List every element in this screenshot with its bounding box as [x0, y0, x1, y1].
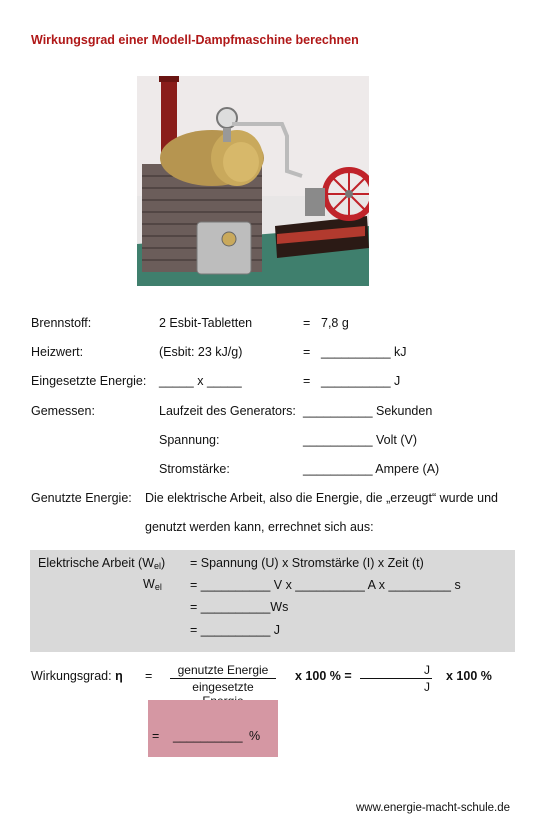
spannung-label: Spannung: — [159, 433, 220, 447]
energie-label: Eingesetzte Energie: — [31, 374, 147, 388]
joule-numerator: J — [424, 663, 430, 677]
heizwert-equals: = — [303, 345, 311, 359]
brennstoff-result: 7,8 g — [321, 316, 349, 330]
genutzte-label: Genutzte Energie: — [31, 491, 132, 505]
steam-engine-photo — [137, 76, 369, 286]
wirkungsgrad-label: Wirkungsgrad: η — [31, 669, 123, 683]
energie-equals: = — [303, 374, 311, 388]
electric-work-line1: = __________ V x __________ A x _________ s — [190, 578, 461, 592]
gemessen-label: Gemessen: — [31, 404, 95, 418]
page-title: Wirkungsgrad einer Modell-Dampfmaschine berechnen — [31, 33, 359, 47]
stromstaerke-label: Stromstärke: — [159, 462, 230, 476]
wirkungsgrad-equals: = — [145, 669, 153, 683]
laufzeit-label: Laufzeit des Generators: — [159, 404, 296, 418]
genutzte-line2: genutzt werden kann, errechnet sich aus: — [145, 520, 374, 534]
energie-value: _____ x _____ — [159, 374, 242, 388]
spannung-value: __________ Volt (V) — [303, 433, 417, 447]
laufzeit-value: __________ Sekunden — [303, 404, 433, 418]
footer-url[interactable]: www.energie-macht-schule.de — [356, 802, 511, 814]
fraction-numerator: genutzte Energie — [177, 663, 269, 677]
energie-result: __________ J — [321, 374, 401, 388]
times-100-label: x 100 % = — [295, 669, 352, 683]
brennstoff-value: 2 Esbit-Tabletten — [159, 316, 253, 330]
joule-fraction — [360, 663, 432, 694]
w-el-symbol: $W_{el}$ — [143, 577, 162, 592]
result-blank: __________ — [173, 729, 243, 743]
heizwert-result: __________ kJ — [321, 345, 407, 359]
joule-denominator: J — [424, 680, 430, 694]
genutzte-line1: Die elektrische Arbeit, also die Energie, die „erzeugt“ wurde und — [145, 491, 498, 505]
electric-work-line2: = __________Ws — [190, 600, 289, 614]
electric-work-formula: = Spannung (U) x Stromstärke (I) x Zeit (t) — [190, 556, 424, 570]
electric-work-line3: = __________ J — [190, 623, 281, 637]
electric-work-label: Elektrische Arbeit $(W_{el})$ — [38, 556, 166, 571]
fraction-denominator: eingesetzte — [192, 680, 254, 694]
times-100-end: x 100 % — [446, 669, 492, 683]
brennstoff-equals: = — [303, 316, 311, 330]
heizwert-value: (Esbit: 23 kJ/g) — [159, 345, 243, 359]
brennstoff-label: Brennstoff: — [31, 316, 92, 330]
stromstaerke-value: __________ Ampere (A) — [303, 462, 440, 476]
result-unit: % — [249, 729, 261, 743]
heizwert-label: Heizwert: — [31, 345, 84, 359]
joule-fraction-bar — [360, 678, 432, 679]
result-equals: = — [152, 729, 160, 743]
fraction-bar — [170, 678, 276, 679]
